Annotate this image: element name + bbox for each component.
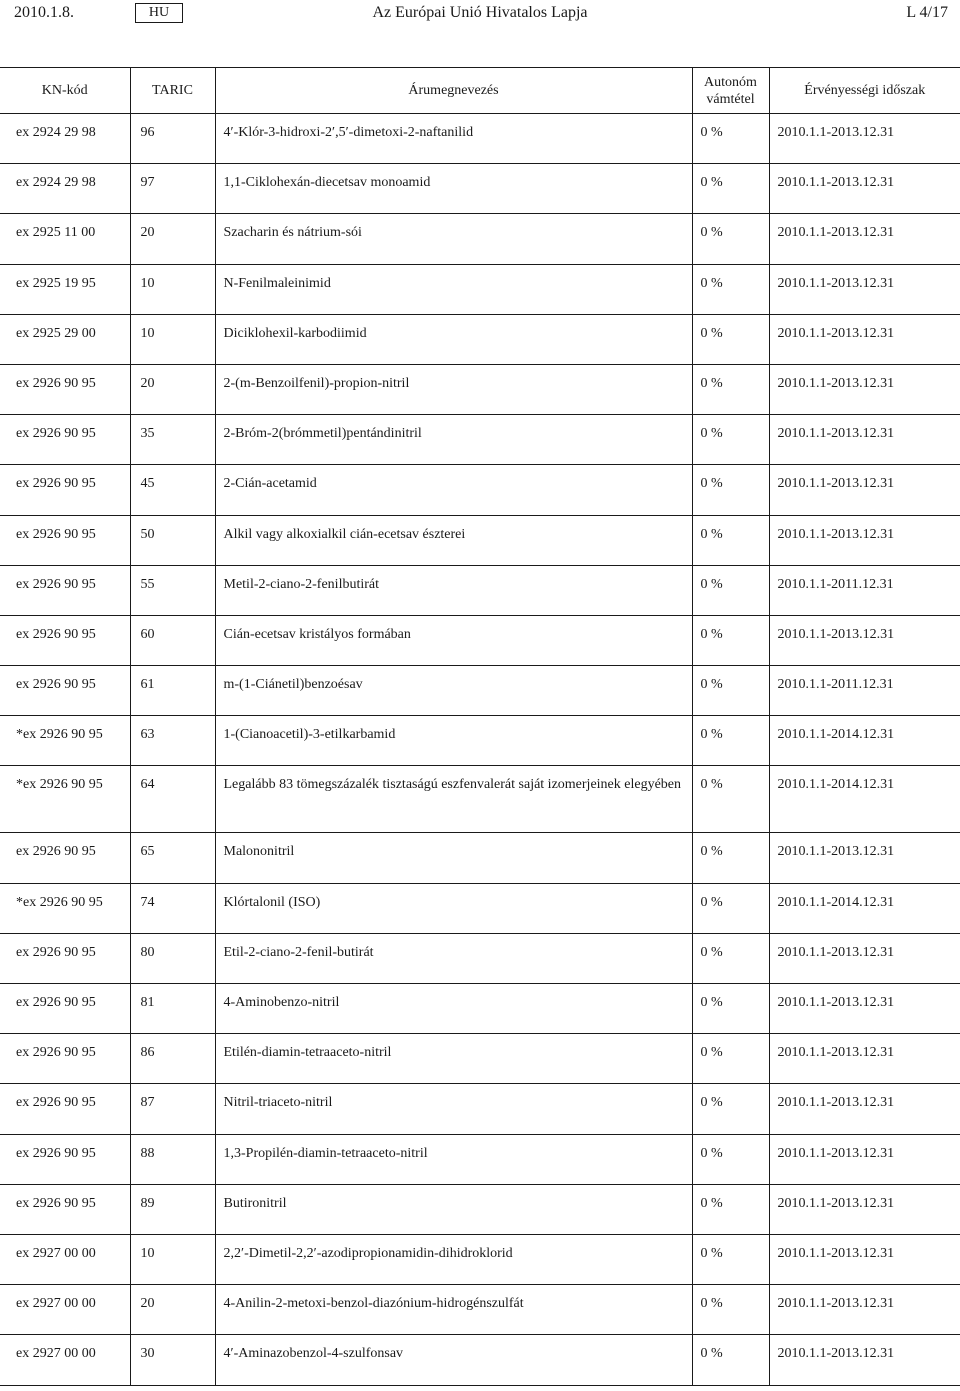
cell-rate: 0 % — [692, 615, 769, 665]
cell-rate: 0 % — [692, 833, 769, 883]
cell-rate: 0 % — [692, 1184, 769, 1234]
cell-description: Cián-ecetsav kristályos formában — [215, 615, 692, 665]
cell-validity: 2010.1.1-2013.12.31 — [769, 314, 960, 364]
table-row — [0, 214, 960, 264]
cell-description: m-(1-Ciánetil)benzoésav — [215, 666, 692, 716]
table-body — [0, 114, 960, 1386]
cell-kn-code: ex 2924 29 98 — [0, 114, 130, 164]
cell-description: 4-Aminobenzo-nitril — [215, 984, 692, 1034]
cell-kn-code: ex 2926 90 95 — [0, 1134, 130, 1184]
cell-kn-code: ex 2924 29 98 — [0, 164, 130, 214]
cell-taric: 64 — [130, 766, 215, 833]
cell-kn-code: *ex 2926 90 95 — [0, 716, 130, 766]
column-header-validity: Érvényességi időszak — [769, 68, 960, 114]
cell-rate: 0 % — [692, 1034, 769, 1084]
cell-kn-code: *ex 2926 90 95 — [0, 766, 130, 833]
table-row — [0, 833, 960, 883]
column-header-kn-code: KN-kód — [0, 68, 130, 114]
cell-validity: 2010.1.1-2013.12.31 — [769, 415, 960, 465]
table-row — [0, 1134, 960, 1184]
cell-rate: 0 % — [692, 1084, 769, 1134]
cell-rate: 0 % — [692, 766, 769, 833]
table-row — [0, 415, 960, 465]
table-row — [0, 1285, 960, 1335]
cell-validity: 2010.1.1-2013.12.31 — [769, 615, 960, 665]
cell-rate: 0 % — [692, 716, 769, 766]
cell-rate: 0 % — [692, 933, 769, 983]
cell-rate: 0 % — [692, 883, 769, 933]
cell-kn-code: ex 2925 19 95 — [0, 264, 130, 314]
cell-validity: 2010.1.1-2013.12.31 — [769, 933, 960, 983]
cell-kn-code: ex 2926 90 95 — [0, 465, 130, 515]
cell-taric: 88 — [130, 1134, 215, 1184]
table-row — [0, 1335, 960, 1385]
table-row — [0, 1234, 960, 1284]
cell-description: Diciklohexil-karbodiimid — [215, 314, 692, 364]
cell-validity: 2010.1.1-2013.12.31 — [769, 1335, 960, 1385]
cell-taric: 10 — [130, 1234, 215, 1284]
table-row — [0, 364, 960, 414]
cell-taric: 89 — [130, 1184, 215, 1234]
page-header — [0, 0, 960, 30]
cell-rate: 0 % — [692, 114, 769, 164]
cell-description: 2-(m-Benzoilfenil)-propion-nitril — [215, 364, 692, 414]
table-row — [0, 716, 960, 766]
cell-taric: 87 — [130, 1084, 215, 1134]
cell-rate: 0 % — [692, 515, 769, 565]
cell-validity: 2010.1.1-2013.12.31 — [769, 264, 960, 314]
cell-rate: 0 % — [692, 666, 769, 716]
cell-description: 2,2′-Dimetil-2,2′-azodipropionamidin-dihidroklorid — [215, 1234, 692, 1284]
cell-kn-code: ex 2927 00 00 — [0, 1234, 130, 1284]
cell-validity: 2010.1.1-2013.12.31 — [769, 214, 960, 264]
cell-kn-code: ex 2926 90 95 — [0, 515, 130, 565]
cell-validity: 2010.1.1-2013.12.31 — [769, 164, 960, 214]
cell-rate: 0 % — [692, 314, 769, 364]
cell-kn-code: ex 2926 90 95 — [0, 1034, 130, 1084]
cell-rate: 0 % — [692, 984, 769, 1034]
cell-taric: 35 — [130, 415, 215, 465]
cell-taric: 10 — [130, 264, 215, 314]
cell-validity: 2010.1.1-2013.12.31 — [769, 1234, 960, 1284]
cell-validity: 2010.1.1-2013.12.31 — [769, 1084, 960, 1134]
cell-kn-code: ex 2927 00 00 — [0, 1335, 130, 1385]
cell-kn-code: ex 2926 90 95 — [0, 1184, 130, 1234]
cell-rate: 0 % — [692, 415, 769, 465]
cell-validity: 2010.1.1-2013.12.31 — [769, 833, 960, 883]
cell-rate: 0 % — [692, 264, 769, 314]
cell-kn-code: ex 2926 90 95 — [0, 565, 130, 615]
cell-kn-code: ex 2926 90 95 — [0, 364, 130, 414]
cell-validity: 2010.1.1-2013.12.31 — [769, 1034, 960, 1084]
table-row — [0, 565, 960, 615]
cell-kn-code: ex 2925 11 00 — [0, 214, 130, 264]
cell-taric: 45 — [130, 465, 215, 515]
table-row — [0, 1184, 960, 1234]
cell-taric: 61 — [130, 666, 215, 716]
table-header-row — [0, 68, 960, 114]
table-row — [0, 933, 960, 983]
cell-validity: 2010.1.1-2013.12.31 — [769, 1134, 960, 1184]
cell-description: 2-Cián-acetamid — [215, 465, 692, 515]
cell-validity: 2010.1.1-2014.12.31 — [769, 766, 960, 833]
cell-taric: 10 — [130, 314, 215, 364]
column-header-description: Árumegnevezés — [215, 68, 692, 114]
table-row — [0, 465, 960, 515]
cell-kn-code: ex 2926 90 95 — [0, 833, 130, 883]
table-row — [0, 615, 960, 665]
cell-description: 1,3-Propilén-diamin-tetraaceto-nitril — [215, 1134, 692, 1184]
cell-kn-code: ex 2926 90 95 — [0, 666, 130, 716]
cell-taric: 96 — [130, 114, 215, 164]
page-number: L 4/17 — [906, 4, 948, 21]
journal-title: Az Európai Unió Hivatalos Lapja — [372, 4, 588, 21]
table-row — [0, 666, 960, 716]
cell-description: Metil-2-ciano-2-fenilbutirát — [215, 565, 692, 615]
cell-rate: 0 % — [692, 1335, 769, 1385]
cell-taric: 63 — [130, 716, 215, 766]
cell-kn-code: ex 2926 90 95 — [0, 933, 130, 983]
cell-rate: 0 % — [692, 1285, 769, 1335]
cell-description: 4′-Klór-3-hidroxi-2′,5′-dimetoxi-2-naftanilid — [215, 114, 692, 164]
cell-kn-code: ex 2927 00 00 — [0, 1285, 130, 1335]
cell-rate: 0 % — [692, 364, 769, 414]
cell-taric: 81 — [130, 984, 215, 1034]
cell-kn-code: ex 2926 90 95 — [0, 415, 130, 465]
cell-kn-code: *ex 2926 90 95 — [0, 883, 130, 933]
cell-validity: 2010.1.1-2013.12.31 — [769, 984, 960, 1034]
cell-description: 4′-Aminazobenzol-4-szulfonsav — [215, 1335, 692, 1385]
cell-validity: 2010.1.1-2011.12.31 — [769, 666, 960, 716]
cell-validity: 2010.1.1-2013.12.31 — [769, 465, 960, 515]
table-row — [0, 984, 960, 1034]
cell-taric: 55 — [130, 565, 215, 615]
table-row — [0, 1084, 960, 1134]
cell-validity: 2010.1.1-2011.12.31 — [769, 565, 960, 615]
cell-description: Alkil vagy alkoxialkil cián-ecetsav észterei — [215, 515, 692, 565]
cell-taric: 30 — [130, 1335, 215, 1385]
cell-description: 1,1-Ciklohexán-diecetsav monoamid — [215, 164, 692, 214]
cell-taric: 20 — [130, 1285, 215, 1335]
cell-rate: 0 % — [692, 164, 769, 214]
cell-description: Malononitril — [215, 833, 692, 883]
language-code: HU — [135, 3, 183, 23]
cell-taric: 74 — [130, 883, 215, 933]
table-row — [0, 114, 960, 164]
cell-taric: 50 — [130, 515, 215, 565]
publication-date: 2010.1.8. — [14, 4, 74, 21]
cell-validity: 2010.1.1-2013.12.31 — [769, 364, 960, 414]
table-row — [0, 883, 960, 933]
cell-kn-code: ex 2925 29 00 — [0, 314, 130, 364]
table-row — [0, 164, 960, 214]
table-row — [0, 1034, 960, 1084]
cell-description: Legalább 83 tömegszázalék tisztaságú eszfenvalerát saját izomerjeinek elegyében — [215, 766, 692, 833]
cell-validity: 2010.1.1-2014.12.31 — [769, 716, 960, 766]
cell-validity: 2010.1.1-2013.12.31 — [769, 1184, 960, 1234]
cell-taric: 86 — [130, 1034, 215, 1084]
cell-description: 4-Anilin-2-metoxi-benzol-diazónium-hidrogénszulfát — [215, 1285, 692, 1335]
cell-kn-code: ex 2926 90 95 — [0, 615, 130, 665]
cell-validity: 2010.1.1-2013.12.31 — [769, 515, 960, 565]
cell-description: Szacharin és nátrium-sói — [215, 214, 692, 264]
cell-taric: 97 — [130, 164, 215, 214]
tariff-table — [0, 67, 960, 1386]
cell-rate: 0 % — [692, 565, 769, 615]
column-header-rate: Autonóm vámtétel — [692, 68, 769, 114]
cell-taric: 20 — [130, 364, 215, 414]
cell-validity: 2010.1.1-2013.12.31 — [769, 114, 960, 164]
table-row — [0, 515, 960, 565]
column-header-taric: TARIC — [130, 68, 215, 114]
cell-validity: 2010.1.1-2013.12.31 — [769, 1285, 960, 1335]
cell-description: 1-(Cianoacetil)-3-etilkarbamid — [215, 716, 692, 766]
cell-description: Butironitril — [215, 1184, 692, 1234]
cell-description: 2-Bróm-2(brómmetil)pentándinitril — [215, 415, 692, 465]
cell-taric: 65 — [130, 833, 215, 883]
cell-taric: 20 — [130, 214, 215, 264]
cell-kn-code: ex 2926 90 95 — [0, 984, 130, 1034]
cell-description: N-Fenilmaleinimid — [215, 264, 692, 314]
cell-description: Klórtalonil (ISO) — [215, 883, 692, 933]
cell-taric: 80 — [130, 933, 215, 983]
cell-description: Nitril-triaceto-nitril — [215, 1084, 692, 1134]
table-row — [0, 264, 960, 314]
cell-kn-code: ex 2926 90 95 — [0, 1084, 130, 1134]
cell-description: Etil-2-ciano-2-fenil-butirát — [215, 933, 692, 983]
table-row — [0, 766, 960, 833]
cell-taric: 60 — [130, 615, 215, 665]
cell-rate: 0 % — [692, 214, 769, 264]
cell-rate: 0 % — [692, 1134, 769, 1184]
cell-description: Etilén-diamin-tetraaceto-nitril — [215, 1034, 692, 1084]
cell-rate: 0 % — [692, 465, 769, 515]
cell-validity: 2010.1.1-2014.12.31 — [769, 883, 960, 933]
cell-rate: 0 % — [692, 1234, 769, 1284]
table-row — [0, 314, 960, 364]
